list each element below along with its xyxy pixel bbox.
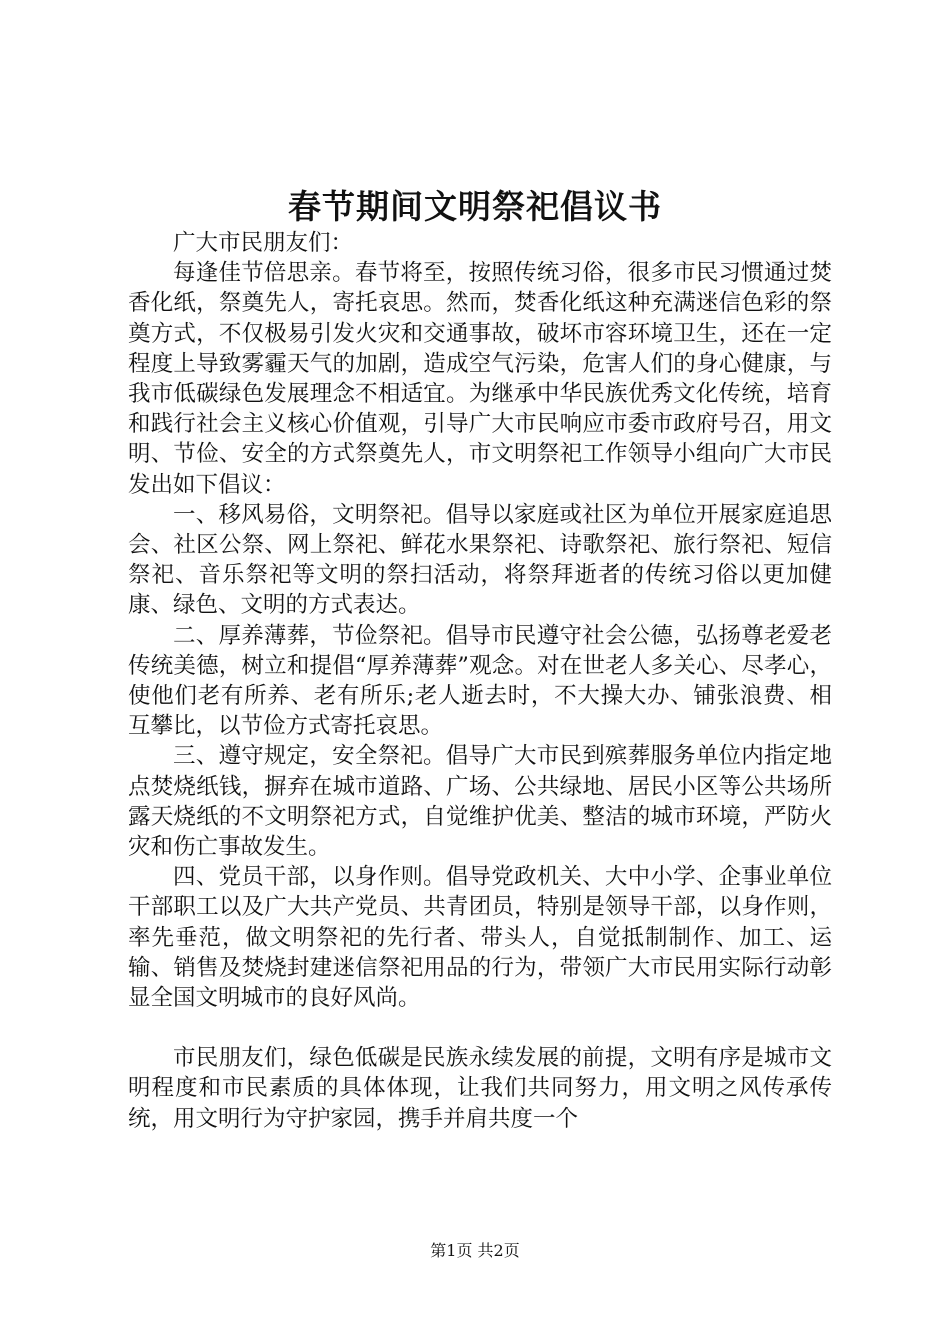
paragraph-item-3: 三、遵守规定，安全祭祀。倡导广大市民到殡葬服务单位内指定地点焚烧纸钱，摒弃在城市道路、广场、公共绿地、居民小区等公共场所露天烧纸的不文明祭祀方式，自觉维护优美、整洁的城市环境，严防火灾和伤亡事故发生。 (128, 743, 832, 861)
paragraph-item-4: 四、党员干部，以身作则。倡导党政机关、大中小学、企事业单位干部职工以及广大共产党员、共青团员，特别是领导干部，以身作则，率先垂范，做文明祭祀的先行者、带头人，自觉抵制制作、加工、运输、销售及焚烧封建迷信祭祀用品的行为，带领广大市民用实际行动彰显全国文明城市的良好风尚。 (128, 864, 832, 1012)
paragraph-closing: 市民朋友们，绿色低碳是民族永续发展的前提，文明有序是城市文明程度和市民素质的具体体现，让我们共同努力，用文明之风传承传统，用文明行为守护家园，携手并肩共度一个 (128, 1045, 832, 1132)
paragraph-item-2: 二、厚养薄葬，节俭祭祀。倡导市民遵守社会公德，弘扬尊老爱老传统美德，树立和提倡“厚养薄葬”观念。对在世老人多关心、尽孝心，使他们老有所养、老有所乐;老人逝去时，不大操大办、铺张浪费、相互攀比，以节俭方式寄托哀思。 (128, 622, 832, 740)
salutation: 广大市民朋友们： (173, 230, 354, 256)
document-body (128, 228, 832, 1134)
paragraph-item-1: 一、移风易俗，文明祭祀。倡导以家庭或社区为单位开展家庭追思会、社区公祭、网上祭祀、鲜花水果祭祀、诗歌祭祀、旅行祭祀、短信祭祀、音乐祭祀等文明的祭扫活动，将祭拜逝者的传统习俗以更加健康、绿色、文明的方式表达。 (128, 501, 832, 619)
paragraph-intro: 每逢佳节倍思亲。春节将至，按照传统习俗，很多市民习惯通过焚香化纸，祭奠先人，寄托哀思。然而，焚香化纸这种充满迷信色彩的祭奠方式，不仅极易引发火灾和交通事故，破坏市容环境卫生，还在一定程度上导致雾霾天气的加剧，造成空气污染，危害人们的身心健康，与我市低碳绿色发展理念不相适宜。为继承中华民族优秀文化传统，培育和践行社会主义核心价值观，引导广大市民响应市委市政府号召，用文明、节俭、安全的方式祭奠先人，市文明祭祀工作领导小组向广大市民发出如下倡议： (128, 260, 832, 498)
page-number: 第1页 共2页 (430, 1241, 520, 1260)
document-title: 春节期间文明祭祀倡议书 (288, 187, 662, 226)
